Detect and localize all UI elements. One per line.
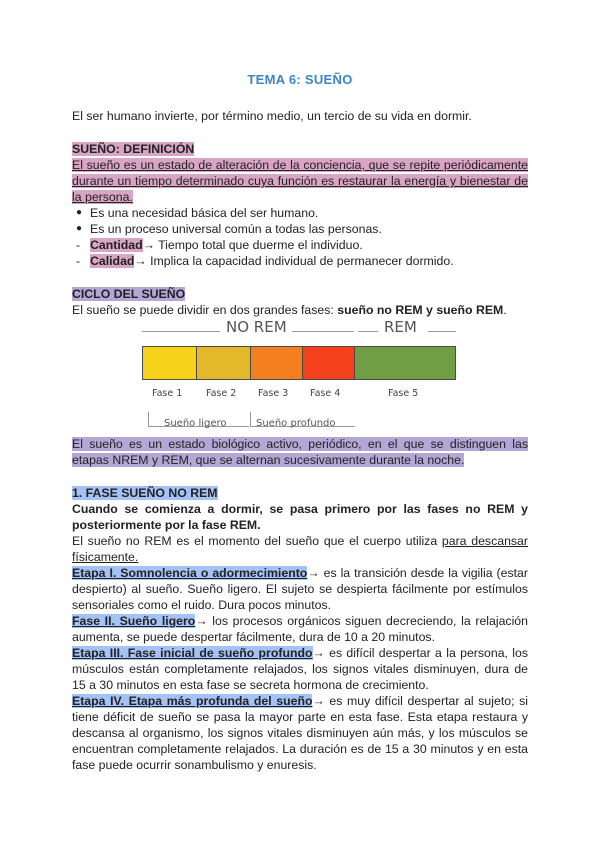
deep-sleep-label: Sueño profundo bbox=[256, 418, 336, 429]
norem-lead: Cuando se comienza a dormir, se pasa primero por las fases no REM y posteriormente por la fase REM. bbox=[72, 502, 528, 532]
norem-label: NO REM bbox=[226, 318, 287, 336]
list-item bbox=[76, 205, 520, 221]
term-text: Tiempo total que duerme el individuo. bbox=[154, 238, 363, 252]
norem-desc-underlined: para descansar físicamente. bbox=[72, 534, 528, 564]
stage-1-name: Etapa I. Somnolencia o adormecimiento bbox=[72, 566, 308, 580]
stage-3-name: Etapa III. Fase inicial de sueño profundo bbox=[72, 646, 313, 660]
rem-label: REM bbox=[384, 318, 417, 336]
arrow-icon: → bbox=[312, 646, 325, 660]
term-cantidad: Cantidad bbox=[90, 238, 143, 252]
norem-line-left bbox=[142, 331, 220, 332]
definition-heading-text: SUEÑO: DEFINICIÓN bbox=[72, 142, 195, 156]
phase-4-label: Fase 4 bbox=[310, 388, 341, 399]
norem-heading bbox=[72, 485, 528, 501]
definition-text: El sueño es un estado de alteración de la conciencia, que se repite periódicamente durante un tiempo determinado cuya función es restaurar la energía y bienestar de la persona. bbox=[72, 158, 528, 204]
definition-heading bbox=[72, 141, 528, 157]
norem-line-right bbox=[292, 331, 354, 332]
cycle-text: El sueño se puede dividir en dos grandes fases: bbox=[72, 303, 338, 317]
phase-4-bar bbox=[302, 346, 355, 380]
stage-2-paragraph bbox=[72, 613, 528, 645]
definition-paragraph bbox=[72, 157, 528, 205]
arrow-icon: → bbox=[195, 614, 208, 628]
list-item bbox=[76, 237, 520, 253]
dash-icon: - bbox=[76, 254, 81, 268]
term-calidad: Calidad bbox=[90, 254, 135, 268]
cycle-heading bbox=[72, 286, 528, 302]
phase-5-bar bbox=[354, 346, 456, 380]
phase-3-bar bbox=[250, 346, 303, 380]
norem-heading-text: 1. FASE SUEÑO NO REM bbox=[72, 486, 218, 500]
arrow-icon: → bbox=[134, 254, 147, 268]
stage-2-text: los procesos orgánicos siguen decreciendo, la relajación aumenta, se puede despertar fácilmente, dura de 10 a 20 minutos. bbox=[72, 614, 528, 644]
stage-3-text: es difícil despertar a la persona, los músculos están completamente relajados, los signos vitales disminuyen, dura de 15 a 30 minutos en esta fase se secreta hormona de crecimiento. bbox=[72, 646, 529, 692]
rem-line-left bbox=[358, 331, 378, 332]
arrow-icon: → bbox=[307, 566, 320, 580]
list-item bbox=[76, 253, 520, 269]
stage-1-text: es la transición desde la vigilia (estar despierto) al sueño. Sueño ligero. El sujeto se despierta fácilmente por estímulos sensoriales como el ruido. Dura pocos minutos. bbox=[72, 566, 528, 612]
norem-desc-text: El sueño no REM es el momento del sueño que el cuerpo utiliza bbox=[72, 534, 442, 548]
cycle-after-paragraph bbox=[72, 436, 528, 468]
list-item bbox=[76, 221, 520, 237]
term-text: Implica la capacidad individual de permanecer dormido. bbox=[146, 254, 454, 268]
cycle-after-text: El sueño es un estado biológico activo, periódico, en el que se distinguen las etapas NREM y REM, que se alternan sucesivamente durante la noche. bbox=[72, 437, 528, 467]
cycle-heading-text: CICLO DEL SUEÑO bbox=[72, 287, 186, 301]
sleep-phases-diagram bbox=[142, 318, 462, 430]
phase-2-label: Fase 2 bbox=[206, 388, 237, 399]
phase-2-bar bbox=[196, 346, 251, 380]
arrow-icon: → bbox=[142, 238, 155, 252]
stage-4-paragraph bbox=[72, 693, 528, 773]
phase-3-label: Fase 3 bbox=[258, 388, 289, 399]
stage-3-paragraph bbox=[72, 645, 528, 693]
stage-1-paragraph bbox=[72, 565, 528, 613]
phase-1-label: Fase 1 bbox=[152, 388, 183, 399]
light-sleep-label: Sueño ligero bbox=[164, 418, 227, 429]
bullet-text: Es un proceso universal común a todas las personas. bbox=[90, 222, 382, 236]
dash-icon: - bbox=[76, 238, 81, 252]
cycle-text-bold: sueño no REM y sueño REM bbox=[337, 303, 504, 317]
cycle-paragraph bbox=[72, 302, 528, 318]
bullet-text: Es una necesidad básica del ser humano. bbox=[90, 206, 319, 220]
bullet-icon: ● bbox=[76, 207, 83, 218]
arrow-icon: → bbox=[312, 694, 325, 708]
stage-4-text: es muy difícil despertar al sujeto; si tiene déficit de sueño se pasa la mayor parte en esta fase. Esta etapa restaura y descansa al organismo, los signos vitales disminuyen aún más, y los músculos se encuentran completamente relajados. La duración es de 15 a 30 minutos y en esta fase puede ocurrir sonambulismo y enuresis. bbox=[72, 694, 529, 772]
intro-paragraph: El ser humano invierte, por término medio, un tercio de su vida en dormir. bbox=[72, 109, 472, 123]
bullet-icon: ● bbox=[76, 223, 83, 234]
rem-line-right bbox=[428, 331, 456, 332]
page-title: TEMA 6: SUEÑO bbox=[247, 72, 353, 87]
phase-1-bar bbox=[142, 346, 197, 380]
cycle-text-end: . bbox=[503, 303, 507, 317]
norem-description bbox=[72, 533, 528, 565]
stage-4-name: Etapa IV. Etapa más profunda del sueño bbox=[72, 694, 313, 708]
phase-5-label: Fase 5 bbox=[388, 388, 419, 399]
stage-2-name: Fase II. Sueño ligero bbox=[72, 614, 196, 628]
